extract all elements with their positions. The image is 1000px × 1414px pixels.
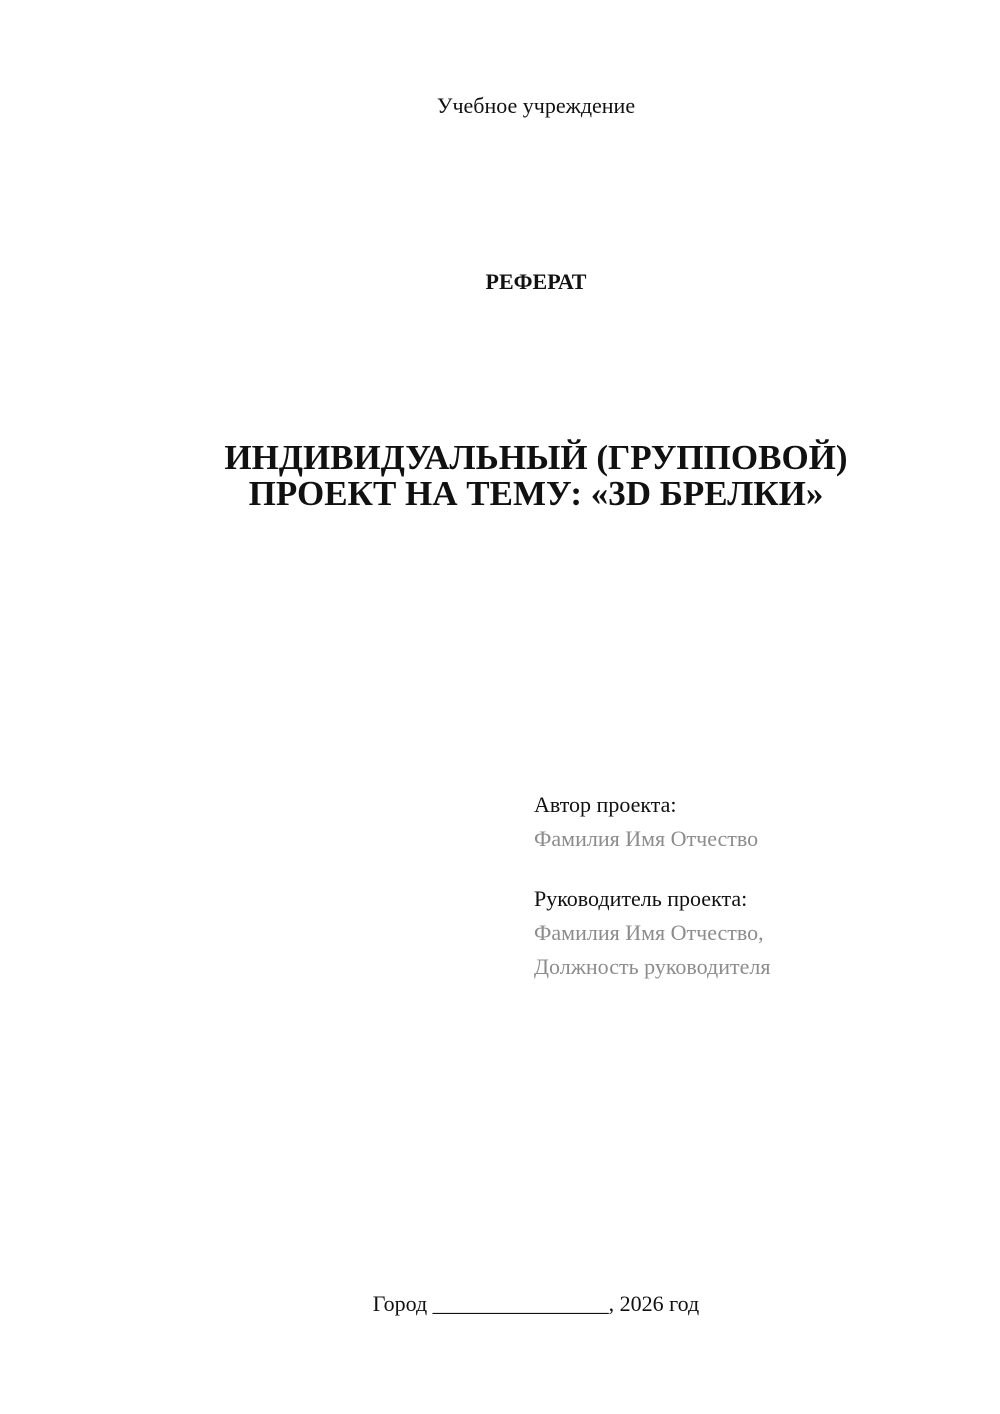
author-label: Автор проекта: (534, 792, 677, 817)
project-title (0, 440, 1000, 512)
author-name: Фамилия Имя Отчество (534, 826, 759, 851)
supervisor-position: Должность руководителя (534, 954, 771, 979)
author-block (534, 788, 974, 856)
supervisor-name: Фамилия Имя Отчество, (534, 920, 764, 945)
supervisor-label: Руководитель проекта: (534, 886, 748, 911)
city-year-line: Город ________________, 2026 год (372, 1291, 700, 1316)
project-title-line-2: ПРОЕКТ НА ТЕМУ: «3D БРЕЛКИ» (248, 474, 824, 513)
document-type: РЕФЕРАТ (485, 269, 587, 294)
project-title-line-1: ИНДИВИДУАЛЬНЫЙ (ГРУППОВОЙ) (224, 438, 848, 477)
supervisor-block (534, 882, 974, 984)
credits-block (534, 788, 974, 1010)
institution-name: Учебное учреждение (436, 93, 636, 118)
